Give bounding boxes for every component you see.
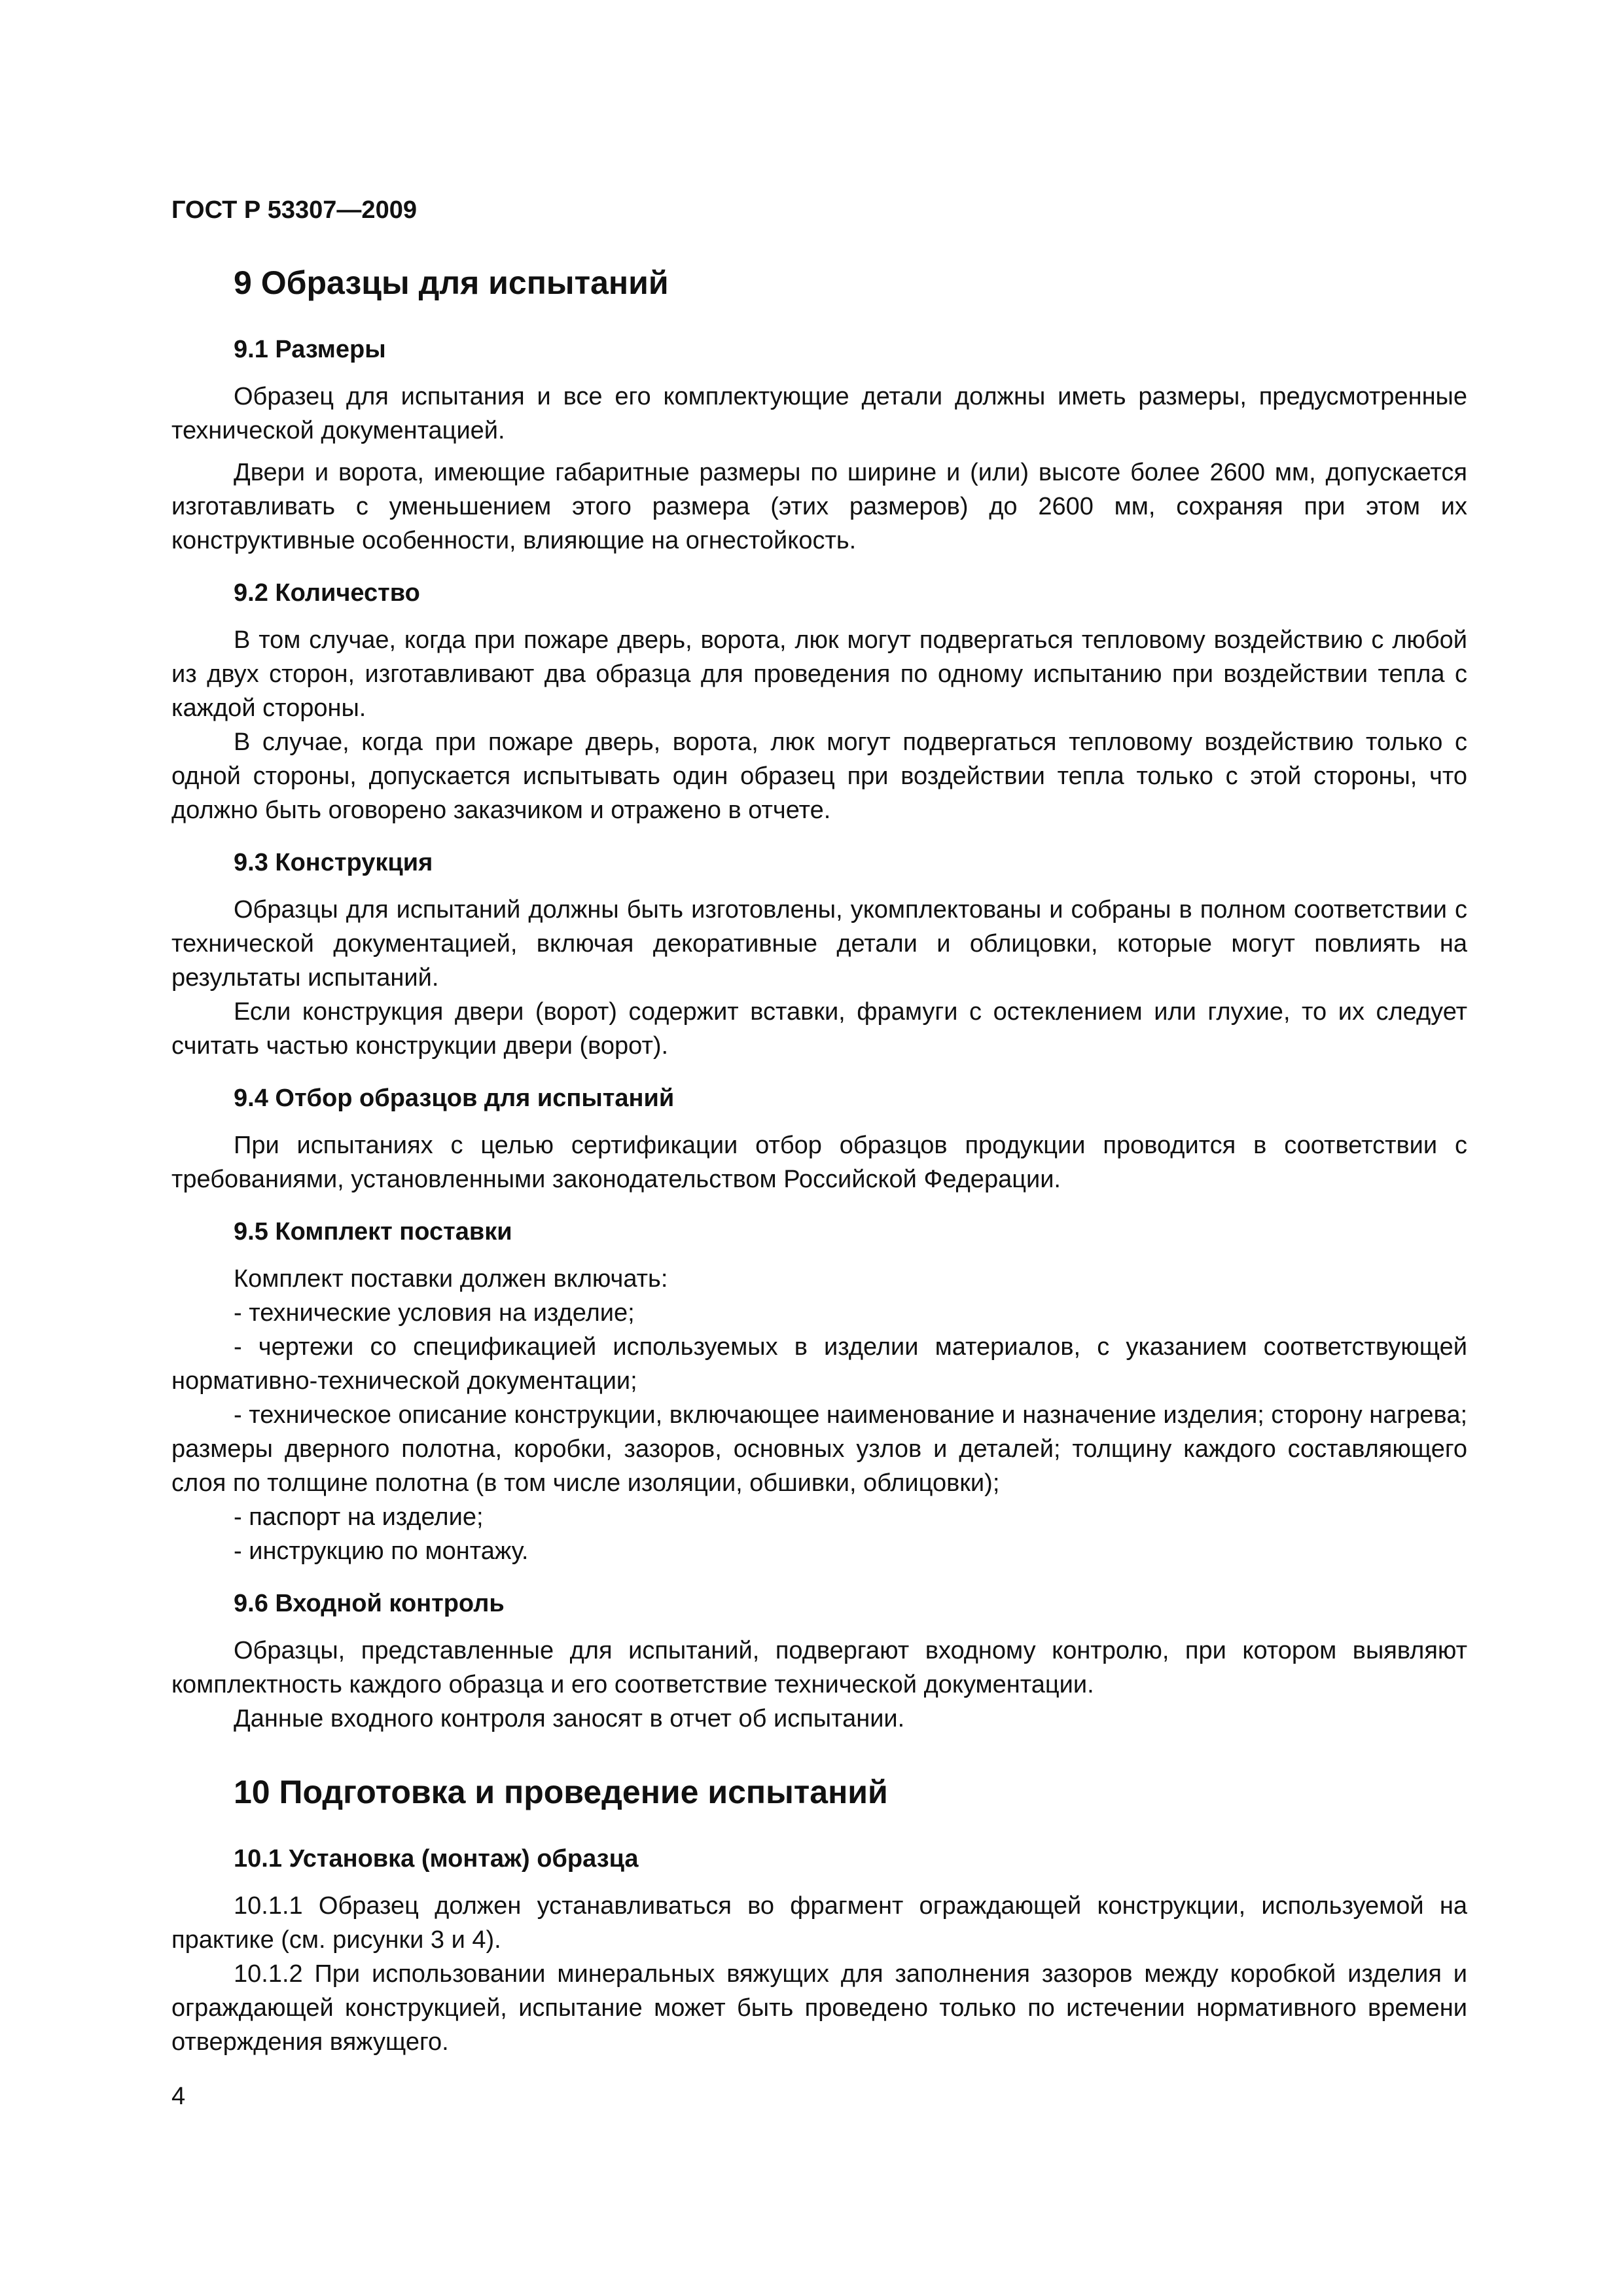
paragraph-9-2-2: В случае, когда при пожаре дверь, ворота, люк могут подвергаться тепловому воздействию только с одной стороны, допускается испытывать один образец при воздействии тепла только с этой стороны, что должно быть оговорено заказчиком и отражено в отчете. (171, 728, 1467, 824)
paragraph-9-6-2: Данные входного контроля заносят в отчет об испытании. (234, 1705, 905, 1732)
subsection-9-4-title: 9.4 Отбор образцов для испытаний (234, 1085, 675, 1112)
paragraph-9-3-1: Образцы для испытаний должны быть изготовлены, укомплектованы и собраны в полном соответствии с технической документацией, включая декоративные детали и облицовки, которые могут повлиять на результаты испытаний. (171, 896, 1467, 992)
subsection-9-1-title: 9.1 Размеры (234, 336, 386, 363)
paragraph-9-2-1: В том случае, когда при пожаре дверь, ворота, люк могут подвергаться тепловому воздействию с любой из двух сторон, изготавливают два образца для проведения по одному испытанию при воздействии тепла с каждой стороны. (171, 626, 1467, 722)
list-intro: Комплект поставки должен включать: (234, 1265, 668, 1293)
paragraph-9-3-2: Если конструкция двери (ворот) содержит вставки, фрамуги с остеклением или глухие, то их следует считать частью конструкции двери (ворот). (171, 998, 1467, 1060)
list-item: - паспорт на изделие; (234, 1503, 484, 1531)
paragraph-10-1-1: 10.1.1 Образец должен устанавливаться во фрагмент ограждающей конструкции, используемой на практике (см. рисунки 3 и 4). (171, 1892, 1467, 1954)
paragraph-9-1-1: Образец для испытания и все его комплектующие детали должны иметь размеры, предусмотренные технической документацией. (171, 383, 1467, 444)
list-item: - техническое описание конструкции, включающее наименование и назначение изделия; сторону нагрева; размеры дверного полотна, коробки, зазоров, основных узлов и деталей; толщину каждого составляющего слоя по толщине полотна (в том числе изоляции, обшивки, облицовки); (171, 1401, 1468, 1497)
section-10-title: 10 Подготовка и проведение испытаний (234, 1774, 888, 1810)
list-item: - технические условия на изделие; (234, 1299, 635, 1327)
section-9-title: 9 Образцы для испытаний (234, 264, 669, 301)
paragraph-9-6-1: Образцы, представленные для испытаний, подвергают входному контролю, при котором выявляют комплектность каждого образца и его соответствие технической документации. (171, 1637, 1467, 1698)
document-body (171, 262, 1467, 2067)
subsection-9-2-title: 9.2 Количество (234, 579, 420, 607)
document-code: ГОСТ Р 53307—2009 (171, 196, 417, 224)
paragraph-9-4-1: При испытаниях с целью сертификации отбор образцов продукции проводится в соответствии с требованиями, установленными законодательством Российской Федерации. (171, 1132, 1467, 1193)
list-item: - инструкцию по монтажу. (234, 1537, 529, 1565)
paragraph-10-1-2: 10.1.2 При использовании минеральных вяжущих для заполнения зазоров между коробкой изделия и ограждающей конструкцией, испытание может быть проведено только по истечении нормативного времени отверждения вяжущего. (171, 1960, 1467, 2056)
subsection-10-1-title: 10.1 Установка (монтаж) образца (234, 1845, 639, 1873)
paragraph-9-1-2: Двери и ворота, имеющие габаритные размеры по ширине и (или) высоте более 2600 мм, допускается изготавливать с уменьшением этого размера (этих размеров) до 2600 мм, сохраняя при этом их конструктивные особенности, влияющие на огнестойкость. (171, 459, 1467, 554)
subsection-9-5-title: 9.5 Комплект поставки (234, 1218, 512, 1246)
list-item: - чертежи со спецификацией используемых в изделии материалов, с указанием соответствующей нормативно-технической документации; (171, 1333, 1467, 1395)
subsection-9-6-title: 9.6 Входной контроль (234, 1590, 505, 1617)
page-number: 4 (171, 2083, 186, 2110)
subsection-9-3-title: 9.3 Конструкция (234, 849, 433, 876)
